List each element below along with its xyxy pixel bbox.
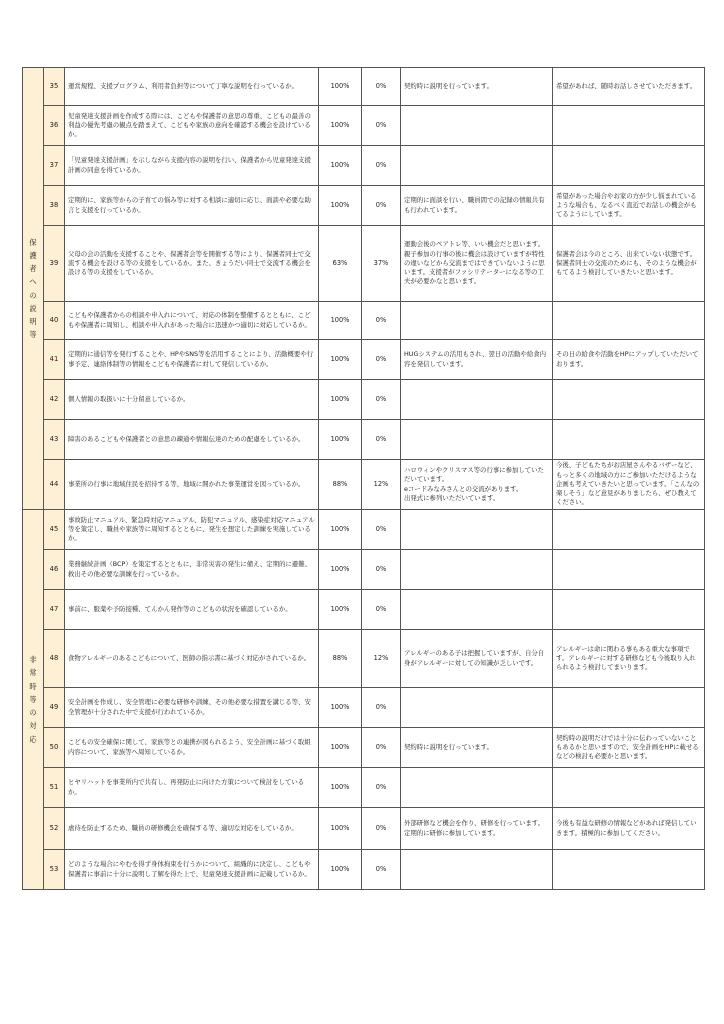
question-text-cell [65, 688, 319, 728]
item-number-cell [44, 106, 65, 146]
no-percentage-cell [362, 550, 401, 590]
question-text: 虐待を防止するため、職員の研修機会を確保する等、適切な対応をしているか。 [68, 823, 298, 832]
item-number-cell [44, 380, 65, 420]
question-text: 定期的に通信等を発行することや、HPやSNS等を活用することにより、活動概要や行事予定、連絡体制等の情報をこどもや保護者に対して発信しているか。 [68, 350, 314, 368]
question-text-cell [65, 226, 319, 302]
facility-response: 契約時の説明だけでは十分に伝わっていないこともあるかと思いますので、安全計画をHPに載せるなどの検討も必要かと思います。 [556, 733, 699, 761]
item-number-cell [44, 302, 65, 340]
item-number: 42 [49, 394, 59, 403]
guardian-comment-cell [401, 510, 553, 550]
table-row [23, 460, 705, 510]
table-row [23, 728, 705, 768]
yes-percentage: 100% [330, 394, 350, 403]
no-percentage-cell [362, 510, 401, 550]
no-percentage-cell [362, 226, 401, 302]
guardian-comment-cell [401, 768, 553, 808]
item-number: 50 [49, 742, 59, 751]
item-number-cell [44, 68, 65, 106]
question-text: 父母の会の活動を支援することや、保護者会等を開催する等により、保護者同士で交流する機会を設ける等の支援をしているか。また、きょうだい同士で交流する機会を設ける等の支援をしているか。 [68, 249, 311, 277]
yes-percentage-cell [319, 146, 362, 186]
guardian-comment-cell [401, 68, 553, 106]
yes-percentage: 100% [330, 604, 350, 613]
yes-percentage: 100% [330, 742, 350, 751]
item-number: 40 [49, 315, 59, 324]
yes-percentage: 88% [332, 479, 348, 488]
question-text: どのような場合にやむを得ず身体拘束を行うかについて、組織的に決定し、こどもや保護者に事前に十分に説明し了解を得た上で、児童発達支援計画に記載しているか。 [68, 860, 311, 878]
yes-percentage-cell [319, 186, 362, 226]
facility-response: 希望があれば、随時お話しさせていただきます。 [556, 81, 697, 90]
yes-percentage-cell [319, 380, 362, 420]
guardian-comment-cell [401, 688, 553, 728]
item-number-cell [44, 510, 65, 550]
no-percentage-cell [362, 380, 401, 420]
yes-percentage: 88% [332, 653, 348, 662]
yes-percentage: 100% [330, 354, 350, 363]
yes-percentage: 100% [330, 564, 350, 573]
item-number: 38 [49, 200, 59, 209]
item-number-cell [44, 186, 65, 226]
item-number-cell [44, 340, 65, 380]
question-text: 業務継続計画（BCP）を策定するとともに、非常災害の発生に備え、定期的に避難、救出その他必要な訓練を行っているか。 [68, 560, 312, 578]
category-label: 保護者への説明等 [29, 237, 37, 340]
no-percentage: 0% [375, 564, 387, 573]
category-cell [23, 510, 44, 890]
no-percentage-cell [362, 186, 401, 226]
question-text: 食物アレルギーのあるこどもについて、医師の指示書に基づく対応がされているか。 [68, 653, 311, 662]
guardian-comment-cell [401, 728, 553, 768]
item-number: 46 [49, 564, 59, 573]
yes-percentage: 100% [330, 200, 350, 209]
guardian-comment-cell [401, 302, 553, 340]
item-number-cell [44, 226, 65, 302]
facility-response-cell [553, 510, 705, 550]
item-number: 41 [49, 354, 59, 363]
no-percentage-cell [362, 460, 401, 510]
question-text-cell [65, 380, 319, 420]
no-percentage: 0% [375, 702, 387, 711]
question-text-cell [65, 460, 319, 510]
question-text-cell [65, 590, 319, 630]
guardian-comment: アレルギーのある子は把握していますが、自分自身がアレルギーに対しての知識が乏しいです。 [404, 649, 545, 667]
yes-percentage-cell [319, 808, 362, 850]
guardian-comment: 外部研修など機会を作り、研修を行っています。 定期的に研修に参加しています。 [404, 819, 545, 837]
table-row [23, 510, 705, 550]
item-number-cell [44, 688, 65, 728]
table-row [23, 68, 705, 106]
yes-percentage: 100% [330, 823, 350, 832]
question-text-cell [65, 630, 319, 688]
question-text-cell [65, 106, 319, 146]
facility-response-cell [553, 728, 705, 768]
no-percentage-cell [362, 68, 401, 106]
category-cell [23, 68, 44, 510]
no-percentage-cell [362, 590, 401, 630]
no-percentage-cell [362, 688, 401, 728]
question-text: 事故防止マニュアル、緊急時対応マニュアル、防犯マニュアル、感染症対応マニュアル等を策定し、職員や家族等に周知するとともに、発生を想定した訓練を実施しているか。 [68, 515, 315, 543]
yes-percentage-cell [319, 302, 362, 340]
item-number-cell [44, 850, 65, 890]
guardian-comment-cell [401, 550, 553, 590]
question-text: こどもの安全確保に関して、家族等との連携が図られるよう、安全計画に基づく取組内容について、家族等へ周知しているか。 [68, 738, 311, 756]
facility-response-cell [553, 226, 705, 302]
yes-percentage-cell [319, 590, 362, 630]
yes-percentage: 100% [330, 434, 350, 443]
yes-percentage: 100% [330, 864, 350, 873]
question-text-cell [65, 728, 319, 768]
yes-percentage-cell [319, 106, 362, 146]
guardian-comment: HUGシステムの活用もされ、翌日の活動や給食内容を発信しています。 [404, 350, 546, 368]
guardian-comment-cell [401, 590, 553, 630]
yes-percentage-cell [319, 460, 362, 510]
facility-response-cell [553, 550, 705, 590]
item-number-cell [44, 460, 65, 510]
item-number: 51 [49, 782, 59, 791]
table-row [23, 768, 705, 808]
table-row [23, 146, 705, 186]
no-percentage-cell [362, 302, 401, 340]
table-row [23, 380, 705, 420]
guardian-comment-cell [401, 106, 553, 146]
table-row [23, 340, 705, 380]
yes-percentage: 100% [330, 702, 350, 711]
facility-response: その日の給食や活動をHPにアップしていただいております。 [556, 350, 699, 368]
yes-percentage-cell [319, 768, 362, 808]
item-number-cell [44, 146, 65, 186]
no-percentage: 12% [373, 479, 389, 488]
facility-response-cell [553, 106, 705, 146]
no-percentage: 0% [375, 604, 387, 613]
facility-response: 希望があった場合やお家の方が少し悩まれているような場合も、なるべく直近でお話しの機会がもてるようにしています。 [556, 191, 697, 219]
question-text-cell [65, 340, 319, 380]
guardian-comment-cell [401, 850, 553, 890]
table-row [23, 850, 705, 890]
no-percentage: 0% [375, 160, 387, 169]
guardian-comment-cell [401, 460, 553, 510]
item-number: 49 [49, 702, 59, 711]
yes-percentage-cell [319, 630, 362, 688]
yes-percentage-cell [319, 420, 362, 460]
item-number-cell [44, 550, 65, 590]
no-percentage-cell [362, 728, 401, 768]
item-number-cell [44, 808, 65, 850]
no-percentage: 0% [375, 742, 387, 751]
table-row [23, 630, 705, 688]
guardian-comment-cell [401, 380, 553, 420]
facility-response-cell [553, 186, 705, 226]
item-number-cell [44, 630, 65, 688]
question-text: 定期的に、家族等からの子育ての悩み等に対する相談に適切に応じ、面談や必要な助言と支援を行っているか。 [68, 196, 311, 214]
no-percentage-cell [362, 808, 401, 850]
question-text-cell [65, 768, 319, 808]
facility-response-cell [553, 768, 705, 808]
guardian-comment-cell [401, 808, 553, 850]
item-number: 35 [49, 81, 59, 90]
question-text: 児童発達支援計画を作成する際には、こどもや保護者の意思の尊重、こどもの最善の利益の優先考慮の観点を踏まえて、こどもや家族の意向を確認する機会を設けているか。 [68, 111, 311, 139]
facility-response-cell [553, 460, 705, 510]
yes-percentage-cell [319, 226, 362, 302]
yes-percentage: 100% [330, 160, 350, 169]
guardian-comment-cell [401, 186, 553, 226]
no-percentage: 0% [375, 120, 387, 129]
evaluation-table [22, 67, 705, 890]
yes-percentage: 100% [330, 782, 350, 791]
guardian-comment: 定期的に面談を行い、職員間での記録の情報共有も行われています。 [404, 196, 545, 214]
yes-percentage: 100% [330, 524, 350, 533]
yes-percentage: 63% [332, 258, 348, 267]
item-number-cell [44, 728, 65, 768]
guardian-comment-cell [401, 630, 553, 688]
no-percentage-cell [362, 630, 401, 688]
facility-response-cell [553, 630, 705, 688]
question-text-cell [65, 808, 319, 850]
no-percentage-cell [362, 146, 401, 186]
table-row [23, 808, 705, 850]
item-number-cell [44, 768, 65, 808]
facility-response-cell [553, 302, 705, 340]
item-number-cell [44, 420, 65, 460]
yes-percentage-cell [319, 850, 362, 890]
item-number: 43 [49, 434, 59, 443]
question-text: 個人情報の取扱いに十分留意しているか。 [68, 394, 190, 403]
guardian-comment-cell [401, 420, 553, 460]
question-text: 「児童発達支援計画」を示しながら支援内容の説明を行い、保護者から児童発達支援計画の同意を得ているか。 [68, 156, 311, 174]
no-percentage: 0% [375, 315, 387, 324]
yes-percentage-cell [319, 340, 362, 380]
facility-response: アレルギーは命に関わる事もある重大な事項です。アレルギーに対する研修なども今後取り入れられるよう検討してまいります。 [556, 644, 696, 672]
evaluation-table-body [23, 68, 705, 890]
category-label: 非常時等の対応 [29, 655, 37, 744]
guardian-comment: 契約時に説明を行っています。 [404, 742, 493, 751]
no-percentage: 0% [375, 524, 387, 533]
facility-response-cell [553, 340, 705, 380]
no-percentage-cell [362, 106, 401, 146]
question-text-cell [65, 186, 319, 226]
item-number: 36 [49, 120, 59, 129]
facility-response: 保護者会は今のところ、出来ていない状態です。保護者同士の交流のためにも、そのような機会がもてるよう検討していきたいと思います。 [556, 249, 697, 277]
facility-response-cell [553, 420, 705, 460]
guardian-comment: 運動会後のペアトレ等、いい機会だと思います。 親子参加の行事の後に機会は設けていますが特性の違いなどから交流まではできていないように思います。支援者がファシリテーターになる等の工夫が必要かなと思います。 [404, 240, 545, 286]
yes-percentage: 100% [330, 81, 350, 90]
question-text-cell [65, 146, 319, 186]
facility-response-cell [553, 380, 705, 420]
yes-percentage-cell [319, 728, 362, 768]
no-percentage: 0% [375, 81, 387, 90]
table-row [23, 688, 705, 728]
facility-response-cell [553, 68, 705, 106]
yes-percentage-cell [319, 550, 362, 590]
table-row [23, 420, 705, 460]
facility-response-cell [553, 688, 705, 728]
question-text-cell [65, 550, 319, 590]
item-number: 44 [49, 479, 59, 488]
guardian-comment-cell [401, 146, 553, 186]
question-text-cell [65, 420, 319, 460]
no-percentage-cell [362, 340, 401, 380]
facility-response: 今後も有益な研修の情報などがあれば発信していきます。積極的に参加してください。 [556, 819, 697, 837]
question-text: 事前に、服薬や予防接種、てんかん発作等のこどもの状況を確認しているか。 [68, 604, 292, 613]
table-row [23, 550, 705, 590]
item-number: 52 [49, 823, 59, 832]
question-text: こどもや保護者からの相談や申入れについて、対応の体制を整備するとともに、こどもや保護者に周知し、相談や申入れがあった場合に迅速かつ適切に対応しているか。 [68, 311, 311, 329]
no-percentage: 0% [375, 354, 387, 363]
question-text: 障害のあるこどもや保護者との意思の疎通や情報伝達のための配慮をしているか。 [68, 434, 305, 443]
facility-response-cell [553, 850, 705, 890]
no-percentage: 0% [375, 782, 387, 791]
table-row [23, 186, 705, 226]
no-percentage-cell [362, 850, 401, 890]
yes-percentage: 100% [330, 315, 350, 324]
no-percentage: 0% [375, 864, 387, 873]
item-number: 47 [49, 604, 59, 613]
guardian-comment-cell [401, 226, 553, 302]
item-number: 39 [49, 258, 59, 267]
guardian-comment-cell [401, 340, 553, 380]
table-row [23, 302, 705, 340]
question-text-cell [65, 302, 319, 340]
item-number: 37 [49, 160, 59, 169]
item-number: 53 [49, 864, 59, 873]
yes-percentage-cell [319, 510, 362, 550]
no-percentage-cell [362, 768, 401, 808]
question-text-cell [65, 850, 319, 890]
question-text: ヒヤリハットを事業所内で共有し、再発防止に向けた方策について検討をしているか。 [68, 778, 305, 796]
no-percentage: 0% [375, 823, 387, 832]
guardian-comment: ハロウィンやクリスマス等の行事に参加していただいています。 eコードみなみさんとの交流があります。 出発式に参列いただいています。 [404, 466, 544, 502]
guardian-comment: 契約時に説明を行っています。 [404, 81, 493, 90]
no-percentage: 37% [373, 258, 389, 267]
question-text: 事業所の行事に地域住民を招待する等、地域に開かれた事業運営を図っているか。 [68, 479, 305, 488]
question-text-cell [65, 510, 319, 550]
item-number-cell [44, 590, 65, 630]
yes-percentage-cell [319, 68, 362, 106]
table-row [23, 590, 705, 630]
question-text: 安全計画を作成し、安全管理に必要な研修や訓練、その他必要な措置を講じる等、安全管理が十分された中で支援が行われているか。 [68, 698, 311, 716]
question-text-cell [65, 68, 319, 106]
yes-percentage-cell [319, 688, 362, 728]
yes-percentage: 100% [330, 120, 350, 129]
table-row [23, 226, 705, 302]
facility-response: 今後、子どもたちがお店屋さんやるバザーなど、もっと多くの地域の方にご参加いただけるような企画も考えていきたいと思っています。「こんなの楽しそう」など意見がありましたら、ぜひ教えてください。 [556, 461, 700, 507]
item-number: 45 [49, 524, 59, 533]
no-percentage: 12% [373, 653, 389, 662]
facility-response-cell [553, 146, 705, 186]
no-percentage: 0% [375, 434, 387, 443]
item-number: 48 [49, 653, 59, 662]
table-row [23, 106, 705, 146]
no-percentage: 0% [375, 200, 387, 209]
no-percentage-cell [362, 420, 401, 460]
facility-response-cell [553, 590, 705, 630]
no-percentage: 0% [375, 394, 387, 403]
question-text: 運営規程、支援プログラム、利用者負担等について丁寧な説明を行っているか。 [68, 81, 299, 90]
facility-response-cell [553, 808, 705, 850]
